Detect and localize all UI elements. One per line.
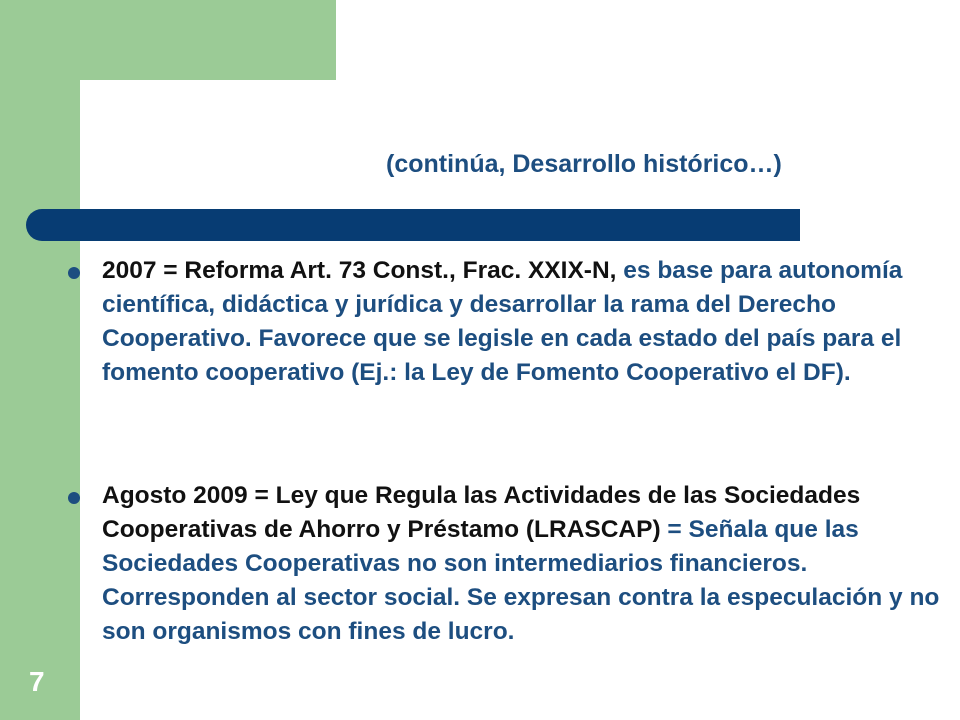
bullet-body-text: = Señala que las Sociedades Cooperativas no son intermediarios financieros. Corresponden al sector social. Se expresan contra la especulación y no son organismos con fines de lucro.: [102, 516, 940, 645]
slide-title: (continúa, Desarrollo histórico…): [386, 150, 782, 178]
left-green-band: [0, 0, 80, 720]
bullet-text: [102, 479, 948, 649]
bullet-dot-icon: [68, 267, 80, 279]
slide-number: 7: [29, 666, 45, 697]
bullet-text: [102, 254, 948, 390]
bullet-lead-text: 2007 = Reforma Art. 73 Const., Frac. XXIX-N,: [102, 257, 617, 284]
title-divider-bar: [26, 209, 800, 241]
bullet-body-text: es base para autonomía científica, didáctica y jurídica y desarrollar la rama del Derecho Cooperativo. Favorece que se legisle en cada estado del país para el fomento cooperativo (Ej.: la Ley de Fomento Cooperativo el DF).: [102, 257, 903, 386]
top-green-band: [80, 0, 336, 80]
bullet-lead-text: Agosto 2009 = Ley que Regula las Actividades de las Sociedades Cooperativas de Ahorro y Préstamo (LRASCAP): [102, 482, 861, 543]
bullet-dot-icon: [68, 492, 80, 504]
